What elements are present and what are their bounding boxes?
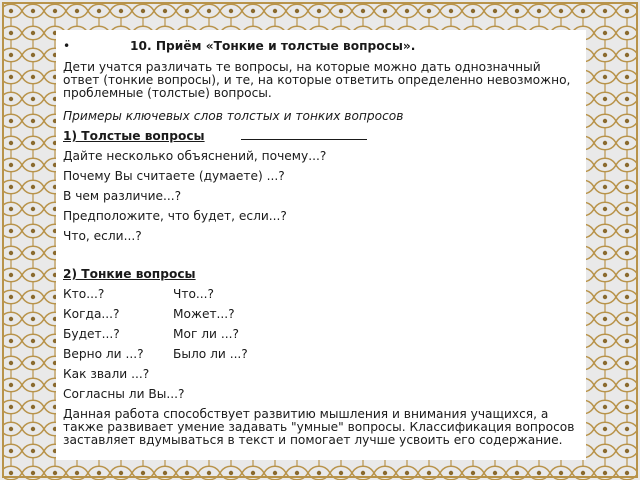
- thick-heading-row: [63, 130, 575, 143]
- thin-row: [63, 308, 575, 321]
- thin-item: Как звали ...?: [63, 367, 150, 381]
- slide-title-row: [63, 40, 575, 53]
- thin-item: Что...?: [173, 287, 215, 301]
- intro-paragraph: Дети учатся различать те вопросы, на которые можно дать однозначный ответ (тонкие вопросы), и те, на которые ответить определенно невозможно, проблемные (толстые) вопросы.: [63, 60, 571, 100]
- thin-row: [63, 348, 575, 361]
- thin-item: Будет...?: [63, 327, 120, 341]
- blank-line: [241, 138, 367, 140]
- thick-item: Дайте несколько объяснений, почему...?: [63, 149, 327, 163]
- thick-item: Почему Вы считаете (думаете) ...?: [63, 169, 285, 183]
- thin-item: Кто...?: [63, 287, 105, 301]
- thin-questions-heading: 2) Тонкие вопросы: [63, 267, 196, 281]
- thick-item: Предположите, что будет, если...?: [63, 209, 287, 223]
- thin-row: [63, 288, 575, 301]
- slide-title: 10. Приём «Тонкие и толстые вопросы».: [130, 39, 416, 53]
- thin-item: Мог ли ...?: [173, 327, 239, 341]
- thick-item: В чем различие...?: [63, 189, 182, 203]
- thick-item: Что, если...?: [63, 229, 142, 243]
- thin-item: Может...?: [173, 307, 235, 321]
- slide-content: [63, 40, 575, 447]
- thin-item: Верно ли ...?: [63, 347, 144, 361]
- thin-item: Согласны ли Вы...?: [63, 387, 185, 401]
- bullet-icon: •: [63, 39, 71, 53]
- conclusion-paragraph: Данная работа способствует развитию мышления и внимания учащихся, а также развивает умение задавать "умные" вопросы. Классификация вопросов заставляет вдумываться в текст и помогает лучше усвоить его содержание.: [63, 407, 575, 447]
- thin-item: Было ли ...?: [173, 347, 248, 361]
- thin-heading-row: [63, 268, 575, 281]
- examples-heading: Примеры ключевых слов толстых и тонких вопросов: [63, 109, 404, 123]
- thick-questions-heading: 1) Толстые вопросы: [63, 129, 205, 143]
- thin-row: [63, 328, 575, 341]
- thin-item: Когда...?: [63, 307, 120, 321]
